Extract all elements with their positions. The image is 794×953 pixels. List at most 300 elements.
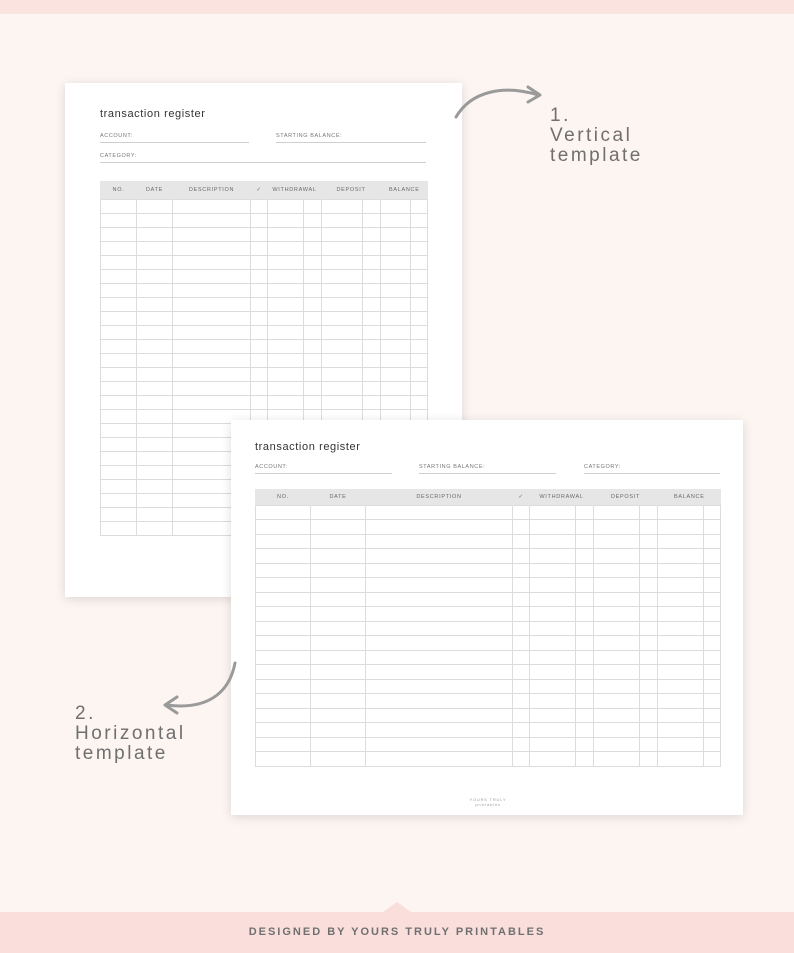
table-cell (704, 621, 721, 636)
table-cell (640, 563, 658, 578)
table-cell (704, 737, 721, 752)
table-cell (513, 636, 530, 651)
table-cell (251, 241, 268, 255)
table-cell (658, 752, 704, 767)
table-cell (530, 708, 576, 723)
table-cell (530, 679, 576, 694)
table-cell (576, 752, 594, 767)
footer-credit: DESIGNED BY YOURS TRULY PRINTABLES (248, 926, 546, 938)
table-cell (530, 607, 576, 622)
table-cell (137, 437, 173, 451)
table-cell (704, 708, 721, 723)
table-cell (658, 679, 704, 694)
table-row (101, 395, 428, 409)
table-cell (640, 592, 658, 607)
table-cell (381, 367, 411, 381)
table-cell (576, 636, 594, 651)
table-cell (576, 534, 594, 549)
table-cell (594, 505, 640, 520)
table-row (256, 737, 721, 752)
category-field: CATEGORY: (584, 464, 720, 474)
table-cell (137, 451, 173, 465)
table-row (256, 694, 721, 709)
table-cell (311, 636, 366, 651)
table-cell (256, 578, 311, 593)
table-cell (101, 381, 137, 395)
table-cell (322, 339, 363, 353)
table-cell (101, 255, 137, 269)
table-cell (411, 255, 428, 269)
table-cell (137, 507, 173, 521)
table-cell (530, 650, 576, 665)
table-cell (411, 269, 428, 283)
table-cell (101, 339, 137, 353)
table-cell (137, 521, 173, 535)
table-cell (513, 665, 530, 680)
table-cell (658, 578, 704, 593)
table-cell (173, 283, 251, 297)
table-cell (256, 534, 311, 549)
table-cell (322, 255, 363, 269)
table-cell (251, 199, 268, 213)
table-cell (304, 325, 322, 339)
table-cell (366, 650, 513, 665)
table-cell (513, 592, 530, 607)
sheet-title: transaction register (100, 108, 206, 120)
table-cell (268, 353, 304, 367)
starting-balance-field: STARTING BALANCE: (419, 464, 556, 474)
table-cell (137, 353, 173, 367)
table-cell (322, 241, 363, 255)
table-cell (268, 381, 304, 395)
table-cell (256, 694, 311, 709)
table-cell (411, 311, 428, 325)
table-cell (363, 353, 381, 367)
table-cell (363, 367, 381, 381)
table-cell (311, 708, 366, 723)
table-cell (251, 255, 268, 269)
table-cell (304, 199, 322, 213)
table-cell (251, 213, 268, 227)
table-cell (576, 578, 594, 593)
table-cell (411, 227, 428, 241)
table-cell (137, 479, 173, 493)
table-cell (640, 505, 658, 520)
table-cell (251, 353, 268, 367)
table-row (101, 199, 428, 213)
table-cell (137, 325, 173, 339)
table-cell (594, 752, 640, 767)
column-header-balance: BALANCE (381, 181, 428, 199)
table-cell (251, 325, 268, 339)
table-cell (322, 269, 363, 283)
table-cell (256, 636, 311, 651)
footer-notch (383, 902, 411, 912)
table-row (101, 381, 428, 395)
table-cell (311, 650, 366, 665)
table-cell (251, 297, 268, 311)
table-row (256, 621, 721, 636)
table-cell (322, 395, 363, 409)
table-cell (322, 353, 363, 367)
arrow-to-vertical-icon (450, 80, 550, 130)
table-cell (173, 241, 251, 255)
table-cell (411, 213, 428, 227)
table-cell (411, 297, 428, 311)
table-row (256, 607, 721, 622)
table-row (256, 505, 721, 520)
table-cell (137, 227, 173, 241)
table-row (256, 665, 721, 680)
table-cell (594, 607, 640, 622)
brand-mark-name: YOURS TRULY (469, 797, 507, 802)
column-header-withdrawal: WITHDRAWAL (268, 181, 322, 199)
table-cell (363, 269, 381, 283)
table-cell (304, 339, 322, 353)
table-cell (366, 723, 513, 738)
table-cell (256, 723, 311, 738)
table-cell (366, 665, 513, 680)
table-cell (513, 534, 530, 549)
table-cell (576, 505, 594, 520)
table-cell (513, 723, 530, 738)
table-cell (381, 269, 411, 283)
table-cell (594, 592, 640, 607)
table-cell (137, 213, 173, 227)
table-cell (366, 578, 513, 593)
table-cell (268, 199, 304, 213)
column-header-deposit: DEPOSIT (322, 181, 381, 199)
table-cell (101, 213, 137, 227)
table-cell (658, 607, 704, 622)
table-cell (513, 549, 530, 564)
table-cell (322, 381, 363, 395)
table-cell (363, 255, 381, 269)
table-cell (363, 395, 381, 409)
table-cell (101, 493, 137, 507)
table-cell (513, 650, 530, 665)
table-cell (322, 199, 363, 213)
table-cell (311, 694, 366, 709)
table-cell (304, 353, 322, 367)
table-cell (304, 395, 322, 409)
table-cell (658, 534, 704, 549)
table-cell (363, 213, 381, 227)
table-cell (304, 227, 322, 241)
table-cell (101, 409, 137, 423)
table-cell (101, 507, 137, 521)
table-cell (411, 241, 428, 255)
table-cell (513, 694, 530, 709)
table-cell (530, 534, 576, 549)
table-cell (322, 367, 363, 381)
table-cell (640, 636, 658, 651)
horizontal-callout (75, 704, 186, 764)
table-cell (256, 665, 311, 680)
table-cell (640, 752, 658, 767)
callout-line1: Vertical (550, 125, 633, 146)
table-cell (640, 694, 658, 709)
table-cell (256, 621, 311, 636)
table-cell (137, 423, 173, 437)
table-cell (251, 395, 268, 409)
table-cell (704, 650, 721, 665)
table-cell (513, 578, 530, 593)
horizontal-register-table (255, 489, 721, 767)
table-cell (658, 650, 704, 665)
table-cell (268, 297, 304, 311)
table-cell (658, 520, 704, 535)
starting-balance-field: STARTING BALANCE: (276, 133, 426, 143)
table-cell (311, 578, 366, 593)
table-cell (513, 621, 530, 636)
account-field: ACCOUNT: (100, 133, 249, 143)
table-cell (304, 297, 322, 311)
table-cell (704, 694, 721, 709)
table-cell (311, 737, 366, 752)
callout-line2: template (550, 145, 643, 166)
table-cell (173, 325, 251, 339)
table-cell (251, 269, 268, 283)
table-cell (411, 381, 428, 395)
table-cell (704, 563, 721, 578)
column-header-deposit: DEPOSIT (594, 489, 658, 505)
table-cell (381, 199, 411, 213)
table-cell (640, 723, 658, 738)
table-cell (530, 549, 576, 564)
table-cell (256, 752, 311, 767)
table-cell (658, 665, 704, 680)
table-cell (101, 353, 137, 367)
table-cell (322, 311, 363, 325)
table-cell (268, 311, 304, 325)
table-cell (173, 353, 251, 367)
table-cell (251, 227, 268, 241)
table-cell (363, 311, 381, 325)
table-cell (322, 283, 363, 297)
table-cell (594, 636, 640, 651)
column-header-no: NO. (101, 181, 137, 199)
table-row (256, 679, 721, 694)
table-cell (411, 353, 428, 367)
table-cell (311, 563, 366, 578)
table-cell (363, 227, 381, 241)
table-cell (704, 636, 721, 651)
table-cell (268, 255, 304, 269)
table-cell (594, 621, 640, 636)
table-cell (366, 607, 513, 622)
table-cell (381, 241, 411, 255)
table-cell (256, 737, 311, 752)
table-cell (594, 520, 640, 535)
table-cell (268, 325, 304, 339)
table-cell (530, 636, 576, 651)
table-row (101, 241, 428, 255)
callout-line1: Horizontal (75, 723, 186, 744)
table-cell (311, 723, 366, 738)
table-cell (658, 621, 704, 636)
table-cell (576, 549, 594, 564)
table-cell (381, 255, 411, 269)
table-row (101, 339, 428, 353)
table-cell (658, 592, 704, 607)
table-cell (658, 694, 704, 709)
brand-mark-sub: printables (475, 802, 501, 807)
table-cell (256, 549, 311, 564)
column-header-no: NO. (256, 489, 311, 505)
table-row (256, 563, 721, 578)
table-cell (366, 563, 513, 578)
table-cell (381, 325, 411, 339)
table-cell (366, 708, 513, 723)
table-cell (137, 269, 173, 283)
table-cell (704, 607, 721, 622)
table-cell (658, 708, 704, 723)
account-field: ACCOUNT: (255, 464, 392, 474)
table-cell (530, 578, 576, 593)
table-cell (363, 241, 381, 255)
table-cell (366, 636, 513, 651)
table-cell (513, 708, 530, 723)
table-cell (530, 505, 576, 520)
table-cell (411, 199, 428, 213)
table-cell (101, 437, 137, 451)
table-cell (304, 269, 322, 283)
table-cell (704, 592, 721, 607)
table-cell (101, 423, 137, 437)
table-cell (304, 367, 322, 381)
table-cell (322, 227, 363, 241)
table-cell (173, 367, 251, 381)
table-cell (366, 621, 513, 636)
table-cell (101, 521, 137, 535)
table-cell (513, 679, 530, 694)
callout-number: 2. (75, 703, 96, 724)
table-cell (311, 534, 366, 549)
table-cell (311, 679, 366, 694)
table-row (101, 227, 428, 241)
table-cell (530, 621, 576, 636)
table-cell (594, 665, 640, 680)
table-cell (576, 708, 594, 723)
table-cell (251, 367, 268, 381)
column-header-balance: BALANCE (658, 489, 721, 505)
table-cell (640, 549, 658, 564)
category-field: CATEGORY: (100, 153, 426, 163)
table-cell (530, 694, 576, 709)
table-cell (173, 199, 251, 213)
table-cell (173, 381, 251, 395)
table-cell (640, 520, 658, 535)
table-cell (137, 311, 173, 325)
table-cell (381, 395, 411, 409)
table-cell (640, 708, 658, 723)
table-cell (173, 339, 251, 353)
column-header-check: ✓ (513, 489, 530, 505)
table-cell (101, 227, 137, 241)
table-cell (704, 578, 721, 593)
table-cell (366, 737, 513, 752)
table-cell (101, 297, 137, 311)
callout-number: 1. (550, 105, 571, 126)
table-cell (101, 479, 137, 493)
table-cell (173, 213, 251, 227)
column-header-date: DATE (137, 181, 173, 199)
column-header-withdrawal: WITHDRAWAL (530, 489, 594, 505)
table-cell (256, 592, 311, 607)
table-cell (268, 367, 304, 381)
table-cell (173, 311, 251, 325)
table-cell (530, 592, 576, 607)
table-cell (576, 737, 594, 752)
table-cell (101, 465, 137, 479)
table-cell (658, 549, 704, 564)
table-cell (513, 607, 530, 622)
table-cell (704, 520, 721, 535)
table-cell (137, 241, 173, 255)
table-cell (381, 381, 411, 395)
table-cell (576, 694, 594, 709)
table-cell (381, 297, 411, 311)
table-cell (594, 694, 640, 709)
table-cell (381, 213, 411, 227)
callout-line2: template (75, 743, 168, 764)
table-row (256, 549, 721, 564)
table-cell (137, 493, 173, 507)
table-row (101, 213, 428, 227)
table-cell (322, 213, 363, 227)
table-cell (137, 339, 173, 353)
table-cell (256, 679, 311, 694)
table-cell (640, 578, 658, 593)
table-cell (576, 650, 594, 665)
table-cell (576, 520, 594, 535)
table-cell (101, 199, 137, 213)
table-cell (704, 665, 721, 680)
table-cell (137, 283, 173, 297)
table-cell (311, 520, 366, 535)
table-cell (304, 311, 322, 325)
table-cell (304, 255, 322, 269)
table-cell (576, 621, 594, 636)
table-cell (268, 213, 304, 227)
table-cell (311, 607, 366, 622)
table-cell (411, 339, 428, 353)
table-cell (658, 737, 704, 752)
column-header-description: DESCRIPTION (366, 489, 513, 505)
table-cell (251, 339, 268, 353)
table-row (256, 723, 721, 738)
table-cell (304, 381, 322, 395)
table-cell (363, 339, 381, 353)
table-cell (576, 679, 594, 694)
table-cell (381, 311, 411, 325)
table-cell (256, 505, 311, 520)
table-cell (311, 549, 366, 564)
table-cell (322, 325, 363, 339)
table-row (101, 353, 428, 367)
table-cell (576, 665, 594, 680)
table-cell (366, 694, 513, 709)
table-cell (530, 665, 576, 680)
table-cell (137, 367, 173, 381)
table-row (101, 283, 428, 297)
vertical-callout (550, 106, 643, 166)
table-cell (594, 534, 640, 549)
table-cell (173, 227, 251, 241)
table-cell (256, 520, 311, 535)
table-cell (137, 465, 173, 479)
